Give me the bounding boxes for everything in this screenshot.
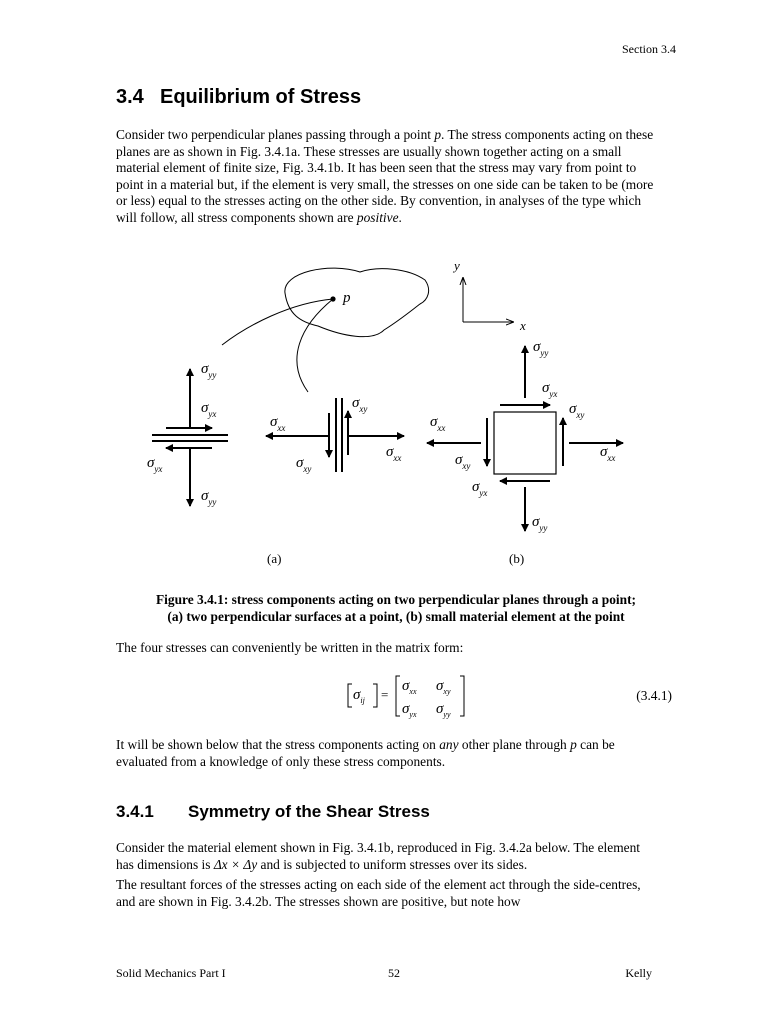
footer-title: Solid Mechanics Part I [116, 966, 226, 980]
label-sigma-yy-a-bottom: $\sigma_{yy}$ [201, 488, 217, 507]
after-eq-text-3: can be evaluated from a knowledge of only these stress components. [116, 737, 615, 769]
label-sigma-xx-b-left: $\sigma_{xx}$ [430, 414, 446, 433]
label-sigma-yy-b-top: $\sigma_{yy}$ [533, 339, 549, 358]
section-number: 3.4 [116, 86, 144, 108]
label-sigma-xx-a-right: $\sigma_{xx}$ [386, 444, 402, 463]
label-sigma-xx-b-right: $\sigma_{xx}$ [600, 444, 616, 463]
after-eq-any: any [439, 737, 459, 752]
intro-paragraph [116, 127, 656, 227]
svg-text:σxy: $\sigma_{xy}$ [436, 678, 451, 696]
section-heading [116, 86, 361, 109]
subsection-number: 3.4.1 [116, 802, 154, 821]
label-sigma-xy-b-right: $\sigma_{xy}$ [569, 401, 585, 420]
para2-text-2: and is subjected to uniform stresses over its sides. [257, 856, 528, 872]
label-sigma-yy-a-top: $\sigma_{yy}$ [201, 361, 217, 380]
svg-text:σij: $\sigma_{ij}$ [353, 687, 365, 705]
label-b: (b) [509, 551, 525, 566]
intro-text-2: . The stress components acting on these planes are as shown in Fig. 3.4.1a. These stresses are usually shown together acting on a small material element of finite size, Fig. 3.4.1b. It has been seen that the stress may vary from point to point in a material but, if the element is very small, the stresses on one side can be taken to be (more or less) equal to the stresses acting on the other side. By convention, in analyses of the type which will follow, all stress components shown are [116, 127, 654, 225]
paragraph-3: The resultant forces of the stresses acting on each side of the element act through the side-centres, and are shown in Fig. 3.4.2b. The stresses shown are positive, but note how [116, 877, 641, 909]
label-p: p [343, 290, 351, 306]
intro-text-1: Consider two perpendicular planes passing through a point [116, 127, 435, 142]
after-eq-p: p [570, 737, 577, 752]
after-eq-text-1: It will be shown below that the stress components acting on [116, 737, 440, 752]
para2-text-1: Consider the material element shown in Fig. 3.4.1b, reproduced in Fig. 3.4.2a below. The element has dimensions is [116, 840, 640, 872]
section-title: Equilibrium of Stress [160, 86, 362, 108]
svg-text:σyx: $\sigma_{yx}$ [402, 701, 417, 719]
intro-point-p: p [434, 127, 442, 142]
after-equation-paragraph [116, 737, 656, 770]
stress-matrix-equation [340, 672, 480, 722]
label-sigma-yx-a-top: $\sigma_{yx}$ [201, 400, 217, 419]
label-sigma-yx-b-top: $\sigma_{yx}$ [542, 380, 558, 399]
label-sigma-yx-b-bottom: $\sigma_{yx}$ [472, 479, 488, 498]
caption-line-1: Figure 3.4.1: stress components acting on two perpendicular planes through a point; [156, 592, 636, 607]
svg-text:σxx: $\sigma_{xx}$ [402, 678, 417, 696]
label-sigma-xy-a-bottom: $\sigma_{xy}$ [296, 455, 312, 474]
footer-author: Kelly [625, 966, 652, 980]
material-body-outline [285, 268, 429, 337]
plane-trace-1 [222, 299, 333, 345]
figure-caption [106, 591, 686, 625]
label-sigma-xx-a-left: $\sigma_{xx}$ [270, 414, 286, 433]
caption-line-2: (a) two perpendicular surfaces at a point, (b) small material element at the point [167, 609, 625, 624]
stress-figure [0, 250, 768, 580]
subsection-title: Symmetry of the Shear Stress [188, 802, 430, 821]
svg-text:σyy: $\sigma_{yy}$ [436, 701, 451, 719]
intro-text-3: . [398, 209, 402, 225]
element-dimensions: Δx × Δy [213, 856, 258, 872]
running-header: Section 3.4 [622, 42, 676, 56]
material-element-square [494, 412, 556, 474]
paragraph-2 [116, 840, 656, 873]
axis-x-label: x [520, 318, 526, 333]
equation-number: (3.4.1) [636, 688, 672, 703]
matrix-intro: The four stresses can conveniently be written in the matrix form: [116, 640, 464, 655]
svg-text:=: = [381, 687, 389, 702]
after-eq-text-2: other plane through [458, 737, 571, 752]
plane-trace-2 [297, 299, 333, 392]
intro-positive: positive [356, 209, 399, 225]
label-sigma-yx-a-bottom: $\sigma_{yx}$ [147, 455, 163, 474]
label-sigma-xy-a-top: $\sigma_{xy}$ [352, 395, 368, 414]
subsection-heading [116, 802, 430, 822]
label-sigma-yy-b-bottom: $\sigma_{yy}$ [532, 514, 548, 533]
axis-y-label: y [454, 258, 460, 273]
label-sigma-xy-b-left: $\sigma_{xy}$ [455, 452, 471, 471]
label-a: (a) [267, 551, 282, 566]
footer-page-number: 52 [388, 966, 400, 980]
